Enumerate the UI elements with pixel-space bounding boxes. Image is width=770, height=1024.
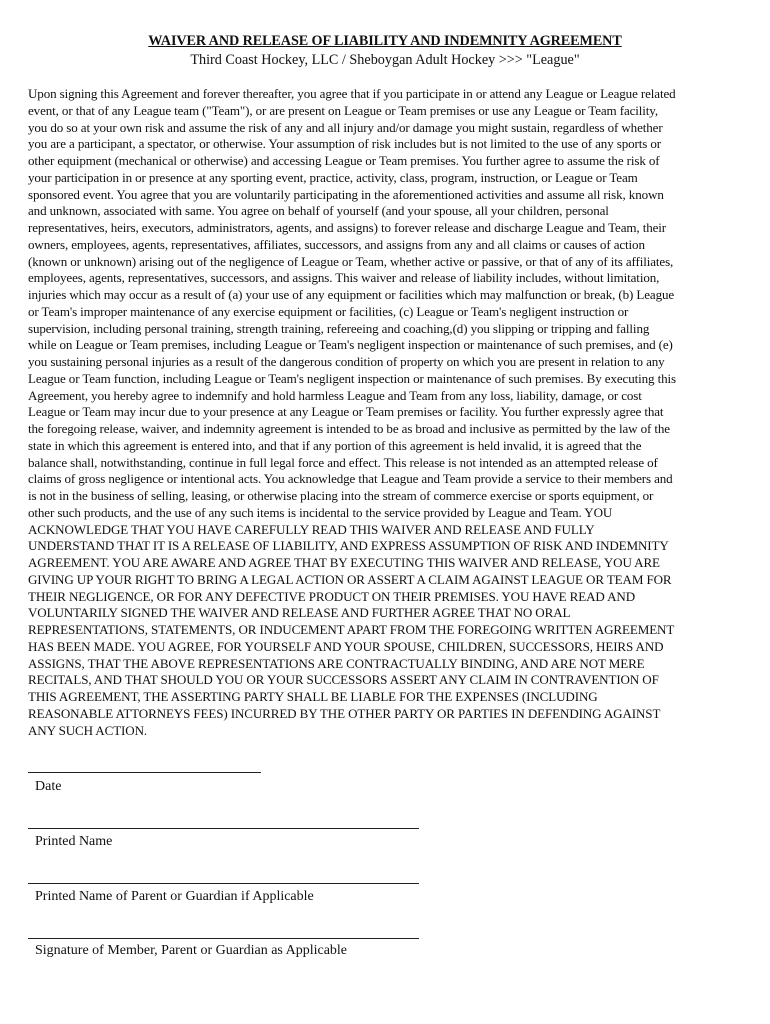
document-title: WAIVER AND RELEASE OF LIABILITY AND INDEMNITY AGREEMENT — [148, 33, 622, 49]
guardian-name-label: Printed Name of Parent or Guardian if Applicable — [35, 889, 314, 904]
date-line[interactable] — [28, 772, 261, 773]
guardian-name-line[interactable] — [28, 883, 419, 884]
date-label: Date — [35, 779, 62, 794]
document-subtitle: Third Coast Hockey, LLC / Sheboygan Adult Hockey >>> "League" — [190, 52, 580, 68]
signature-line[interactable] — [28, 938, 419, 939]
waiver-body-text: Upon signing this Agreement and forever thereafter, you agree that if you participate in or attend any League or League related event, or that of any League team ("Team"), or are present on League or Team premises or use any League or Team facility, you do so at your own risk and assume the risk of any and all injury and/or damage you might sustain, regardless of whether you are a participant, a spectator, or otherwise. Your assumption of risk includes but is not limited to the use of any sports or other equipment (mechanical or otherwise) and accessing League or Team premises. You further agree to assume the risk of your participation in or presence at any sporting event, practice, activity, class, program, instruction, or League or Team sponsored event. You agree that you are voluntarily participating in the aforementioned activities and assume all risk, known and unknown, associated with same. You agree on behalf of yourself (and your spouse, all your children, personal representatives, heirs, executors, administrators, agents, and assigns) to forever release and discharge League and Team, their owners, employees, agents, representatives, affiliates, successors, and assigns from any and all claims or causes of action (known or unknown) arising out of the negligence of League or Team, whether active or passive, or that of any of its affiliates, employees, agents, representatives, successors, and assigns. This waiver and release of liability includes, without limitation, injuries which may occur as a result of (a) your use of any equipment or facilities which may malfunction or break, (b) League or Team's improper maintenance of any exercise equipment or facilities, (c) League or Team's negligent instruction or supervision, including personal training, strength training, refereeing and coaching,(d) you slipping or tripping and falling while on League or Team premises, including League or Team's negligent inspection or maintenance of such premises, and (e) you sustaining personal injuries as a result of the dangerous condition of property on which you are present in relation to any League or Team function, including League or Team's negligent inspection or maintenance of such premises. By executing this Agreement, you hereby agree to indemnify and hold harmless League and Team from any loss, liability, damage, or cost League or Team may incur due to your presence at any League or Team premises or facility. You further expressly agree that the foregoing release, waiver, and indemnity agreement is intended to be as broad and inclusive as permitted by the law of the state in which this agreement is entered into, and that if any portion of this agreement is held invalid, it is agreed that the balance shall, notwithstanding, continue in full legal force and effect. This release is not intended as an attempted release of claims of gross negligence or intentional acts. You acknowledge that League and Team provide a service to their members and is not in the business of selling, leasing, or otherwise placing into the stream of commerce exercise or sports equipment, or other such products, and the use of any such items is incidental to the service provided by League and Team. YOU ACKNOWLEDGE THAT YOU HAVE CAREFULLY READ THIS WAIVER AND RELEASE AND FULLY UNDERSTAND THAT IT IS A RELEASE OF LIABILITY, AND EXPRESS ASSUMPTION OF RISK AND INDEMNITY AGREEMENT. YOU ARE AWARE AND AGREE THAT BY EXECUTING THIS WAIVER AND RELEASE, YOU ARE GIVING UP YOUR RIGHT TO BRING A LEGAL ACTION OR ASSERT A CLAIM AGAINST LEAGUE OR TEAM FOR THEIR NEGLIGENCE, OR FOR ANY DEFECTIVE PRODUCT ON THEIR PREMISES. YOU HAVE READ AND VOLUNTARILY SIGNED THE WAIVER AND RELEASE AND FURTHER AGREE THAT NO ORAL REPRESENTATIONS, STATEMENTS, OR INDUCEMENT APART FROM THE FOREGOING WRITTEN AGREEMENT HAS BEEN MADE. YOU AGREE, FOR YOURSELF AND YOUR SPOUSE, CHILDREN, SUCCESSORS, HEIRS AND ASSIGNS, THAT THE ABOVE REPRESENTATIONS ARE CONTRACTUALLY BINDING, AND ARE NOT MERE RECITALS, AND THAT SHOULD YOU OR YOUR SUCCESSORS ASSERT ANY CLAIM IN CONTRAVENTION OF THIS AGREEMENT, THE ASSERTING PARTY SHALL BE LIABLE FOR THE EXPENSES (INCLUDING REASONABLE ATTORNEYS FEES) INCURRED BY THE OTHER PARTY OR PARTIES IN DEFENDING AGAINST ANY SUCH ACTION. — [28, 86, 676, 738]
printed-name-line[interactable] — [28, 828, 419, 829]
signature-label: Signature of Member, Parent or Guardian as Applicable — [35, 943, 348, 958]
printed-name-label: Printed Name — [35, 834, 113, 849]
